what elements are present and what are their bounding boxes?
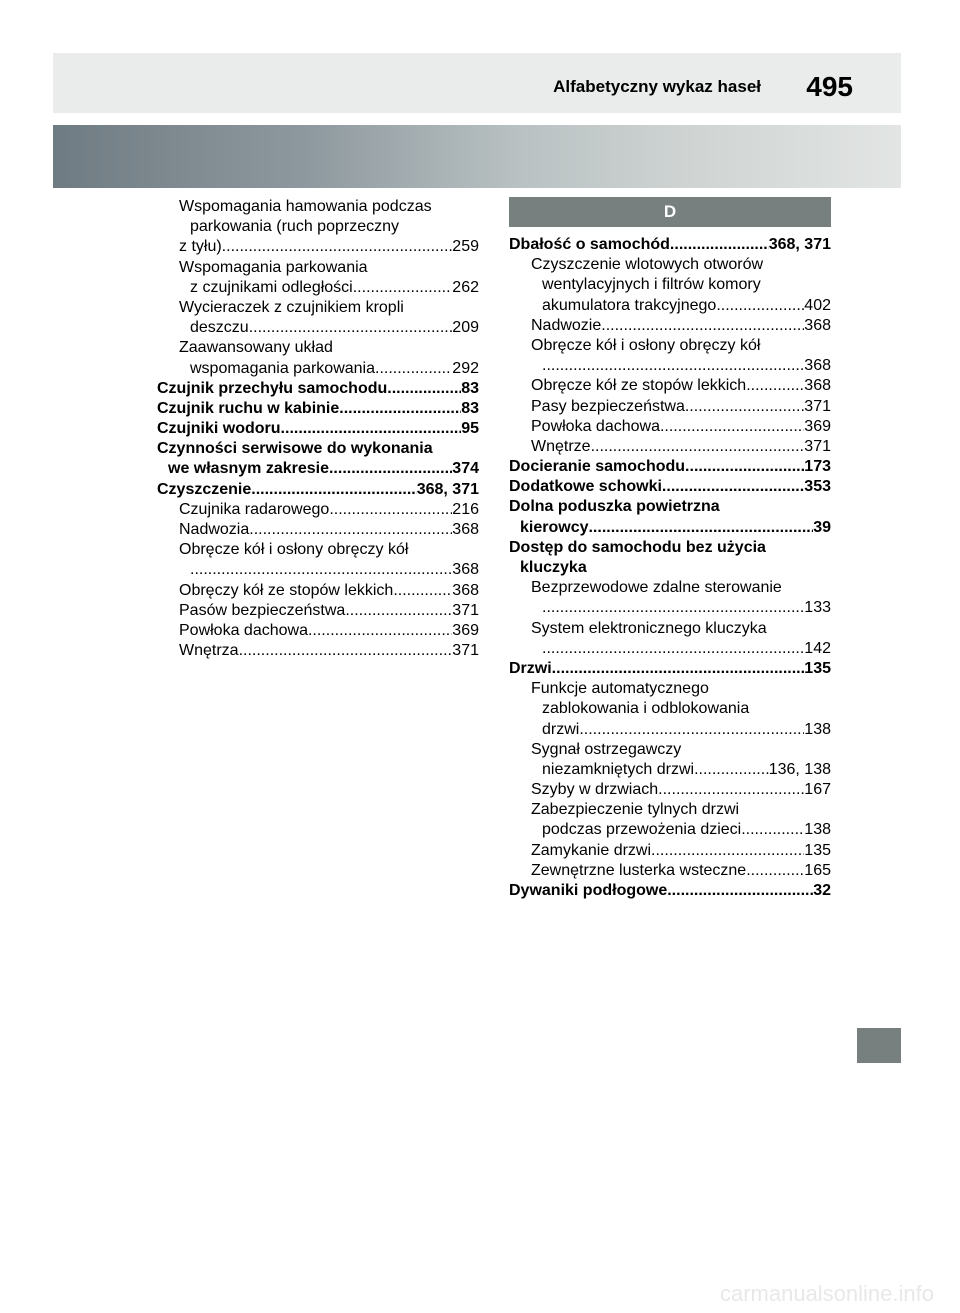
entry-text: Czujniki wodoru [157, 420, 281, 438]
page-reference: 83 [461, 399, 479, 417]
entry-text: we własnym zakresie [168, 460, 329, 478]
page-reference: 292 [452, 359, 479, 377]
page-reference: 368, 371 [416, 480, 479, 498]
dot-leader [579, 720, 804, 740]
dot-leader [591, 437, 805, 457]
index-entry [509, 356, 831, 376]
entry-text: Czujnik przechyłu samochodu [157, 379, 388, 397]
index-entry [509, 720, 831, 740]
page-reference: 83 [461, 379, 479, 397]
index-column-left [157, 197, 479, 661]
index-entry [509, 639, 831, 659]
page-reference: 368 [804, 357, 831, 375]
index-entry [509, 417, 831, 437]
index-entry [157, 318, 479, 338]
entry-text: Nadwozia [179, 521, 250, 538]
dot-leader [251, 480, 416, 500]
page-reference: 368 [804, 377, 831, 395]
index-entry [509, 558, 831, 578]
index-entry [157, 237, 479, 257]
index-entry [509, 800, 831, 820]
index-entry [509, 659, 831, 679]
entry-text: Nadwozie [531, 316, 602, 334]
dot-leader [542, 598, 804, 618]
page-reference: 368 [452, 561, 479, 579]
entry-text: Bezprzewodowe zdalne sterowanie [531, 579, 782, 597]
index-entry [157, 439, 479, 459]
dot-leader [588, 518, 813, 538]
entry-text: Obręcze kół i osłony obręczy kół [531, 336, 761, 354]
index-entry [509, 780, 831, 800]
page-reference: 133 [804, 599, 831, 617]
page-reference: 353 [804, 478, 831, 496]
index-entry [157, 419, 479, 439]
entry-text: Wnętrze [531, 437, 591, 455]
index-entry [157, 258, 479, 278]
entry-text: Sygnał ostrzegawczy [531, 740, 682, 758]
entry-text: Dodatkowe schowki [509, 478, 662, 496]
entry-text: niezamkniętych drzwi [542, 760, 695, 778]
index-entry [509, 457, 831, 477]
entry-text: Docieranie samochodu [509, 458, 686, 476]
index-entry [157, 338, 479, 358]
page-reference: 262 [452, 278, 479, 296]
entry-text: Czujnik ruchu w kabinie [157, 399, 340, 417]
dot-leader [345, 601, 452, 621]
page-reference: 402 [804, 296, 831, 314]
dot-leader [685, 397, 804, 417]
page-number: 495 [806, 71, 853, 102]
entry-text: kluczyka [520, 559, 587, 576]
page-reference: 167 [804, 781, 831, 799]
dot-leader [190, 560, 452, 580]
page-header [53, 53, 901, 113]
page-reference: 135 [804, 841, 831, 859]
dot-leader [353, 278, 453, 298]
dot-leader [694, 760, 769, 780]
index-entry [509, 477, 831, 497]
page-reference: 369 [452, 621, 479, 639]
index-entry [509, 296, 831, 316]
page-reference: 209 [452, 319, 479, 337]
dot-leader [249, 318, 453, 338]
entry-text: Pasów bezpieczeństwa [179, 601, 346, 619]
entry-text: parkowania (ruch poprzeczny [190, 218, 399, 236]
index-entry [509, 518, 831, 538]
page-reference: 259 [452, 238, 479, 256]
page-reference: 368, 371 [768, 236, 831, 253]
page-reference: 371 [452, 601, 479, 619]
index-entry [509, 497, 831, 517]
index-entry [509, 336, 831, 356]
dot-leader [393, 581, 452, 601]
index-entry [509, 619, 831, 639]
index-entry [157, 641, 479, 661]
index-entry [157, 298, 479, 318]
entry-text: Dolna poduszka powietrzna [509, 498, 720, 516]
index-entry [157, 601, 479, 621]
dot-leader [339, 399, 461, 419]
index-entry [157, 500, 479, 520]
entry-text: Zabezpieczenie tylnych drzwi [531, 801, 740, 819]
entry-text: Czyszczenie wlotowych otworów [531, 256, 764, 274]
page-reference: 368 [452, 581, 479, 599]
page-reference: 136, 138 [768, 760, 831, 778]
entry-text: z tyłu) [179, 238, 222, 256]
page-reference: 142 [804, 639, 831, 657]
entry-text: Czynności serwisowe do wykonania [157, 440, 433, 458]
dot-leader [222, 237, 453, 257]
dot-leader [308, 621, 452, 641]
entry-text: Drzwi [509, 659, 552, 677]
index-entry [509, 740, 831, 760]
index-entry [509, 699, 831, 719]
entry-text: Obręcze kół i osłony obręczy kół [179, 541, 409, 559]
index-entry [509, 578, 831, 598]
index-entry [157, 379, 479, 399]
page-reference: 165 [804, 861, 831, 879]
entry-text: akumulatora trakcyjnego [542, 296, 717, 314]
entry-text: Wycieraczek z czujnikiem kropli [179, 298, 404, 316]
entry-text: Pasy bezpieczeństwa [531, 397, 685, 415]
entry-text: wentylacyjnych i filtrów komory [542, 276, 761, 294]
index-entry [509, 437, 831, 457]
index-entry [157, 581, 479, 601]
entry-text: z czujnikami odległości [190, 278, 353, 296]
index-entry [509, 538, 831, 558]
dot-leader [601, 316, 804, 336]
entry-text: Powłoka dachowa [179, 621, 308, 639]
index-entry [157, 399, 479, 419]
entry-text: Wspomagania parkowania [179, 258, 368, 276]
entry-text: Obręczy kół ze stopów lekkich [179, 581, 394, 599]
entry-text: kierowcy [520, 518, 589, 536]
dot-leader [716, 296, 804, 316]
index-entry [157, 359, 479, 379]
index-column-right [509, 197, 831, 901]
dot-leader [667, 881, 813, 901]
entry-text: Dywaniki podłogowe [509, 882, 668, 899]
page-reference: 95 [461, 420, 479, 438]
entry-text: Zaawansowany układ [179, 339, 333, 357]
index-entry [157, 217, 479, 237]
dot-leader [329, 500, 452, 520]
dot-leader [658, 780, 804, 800]
dot-leader [249, 520, 452, 540]
index-entry [157, 621, 479, 641]
index-entry [157, 459, 479, 479]
dot-leader [329, 459, 452, 479]
entry-text: deszczu [190, 319, 249, 337]
entry-text: Funkcje automatycznego [531, 680, 709, 698]
page-reference: 369 [804, 417, 831, 435]
index-entry [509, 598, 831, 618]
page-reference: 371 [452, 642, 479, 660]
page-reference: 371 [804, 437, 831, 455]
index-entry [509, 760, 831, 780]
page-reference: 39 [813, 518, 831, 536]
header-title: Alfabetyczny wykaz haseł [553, 77, 761, 96]
index-entry [509, 255, 831, 275]
page-reference: 32 [813, 882, 831, 899]
entry-text: Zamykanie drzwi [531, 841, 652, 859]
dot-leader [746, 861, 804, 881]
dot-leader [660, 417, 804, 437]
index-entry [509, 861, 831, 881]
dot-leader [375, 359, 452, 379]
index-entry [509, 841, 831, 861]
index-entry [509, 275, 831, 295]
entry-text: Zewnętrzne lusterka wsteczne [531, 861, 747, 879]
dot-leader [281, 419, 462, 439]
entry-text: System elektronicznego kluczyka [531, 619, 767, 637]
page-reference: 371 [804, 397, 831, 415]
index-entry [509, 881, 831, 901]
dot-leader [685, 457, 804, 477]
index-entry [509, 376, 831, 396]
index-entry [157, 540, 479, 560]
index-entry [509, 397, 831, 417]
dot-leader [662, 477, 804, 497]
index-entry [509, 235, 831, 255]
dot-leader [542, 356, 804, 376]
section-thumb-tab [857, 1028, 901, 1063]
index-entry [157, 197, 479, 217]
dot-leader [552, 659, 805, 679]
page-reference: 368 [804, 316, 831, 334]
index-entry [509, 316, 831, 336]
page-reference: 135 [804, 659, 831, 677]
entry-text: wspomagania parkowania [190, 359, 375, 377]
entry-text: zablokowania i odblokowania [542, 700, 750, 718]
dot-leader [542, 639, 804, 659]
dot-leader [670, 235, 769, 255]
index-entry [157, 480, 479, 500]
page-reference: 368 [452, 521, 479, 538]
entry-text: Czujnika radarowego [179, 500, 330, 518]
page-reference: 216 [452, 500, 479, 518]
index-entry [157, 520, 479, 540]
watermark: carmanualsonline.info [719, 1281, 934, 1306]
entry-text: Dbałość o samochód [509, 236, 670, 253]
page-reference: 138 [804, 821, 831, 839]
index-entry [157, 560, 479, 580]
entry-text: Powłoka dachowa [531, 417, 660, 435]
section-letter-d: D [509, 197, 831, 227]
entry-text: Szyby w drzwiach [531, 781, 659, 799]
index-entries-d [509, 235, 831, 901]
page-reference: 138 [804, 720, 831, 738]
index-entry [509, 679, 831, 699]
entry-text: Czyszczenie [157, 480, 252, 498]
header-banner [53, 125, 901, 188]
dot-leader [741, 820, 804, 840]
entry-text: drzwi [542, 720, 580, 738]
dot-leader [651, 841, 804, 861]
entry-text: Wspomagania hamowania podczas [179, 198, 432, 215]
page-reference: 374 [452, 460, 479, 478]
dot-leader [387, 379, 461, 399]
entry-text: Dostęp do samochodu bez użycia [509, 538, 766, 556]
index-entry [157, 278, 479, 298]
page-reference: 173 [804, 458, 831, 476]
dot-leader [239, 641, 453, 661]
dot-leader [746, 376, 804, 396]
entry-text: Obręcze kół ze stopów lekkich [531, 377, 747, 395]
entry-text: Wnętrza [179, 642, 239, 660]
index-entry [509, 820, 831, 840]
entry-text: podczas przewożenia dzieci [542, 821, 742, 839]
